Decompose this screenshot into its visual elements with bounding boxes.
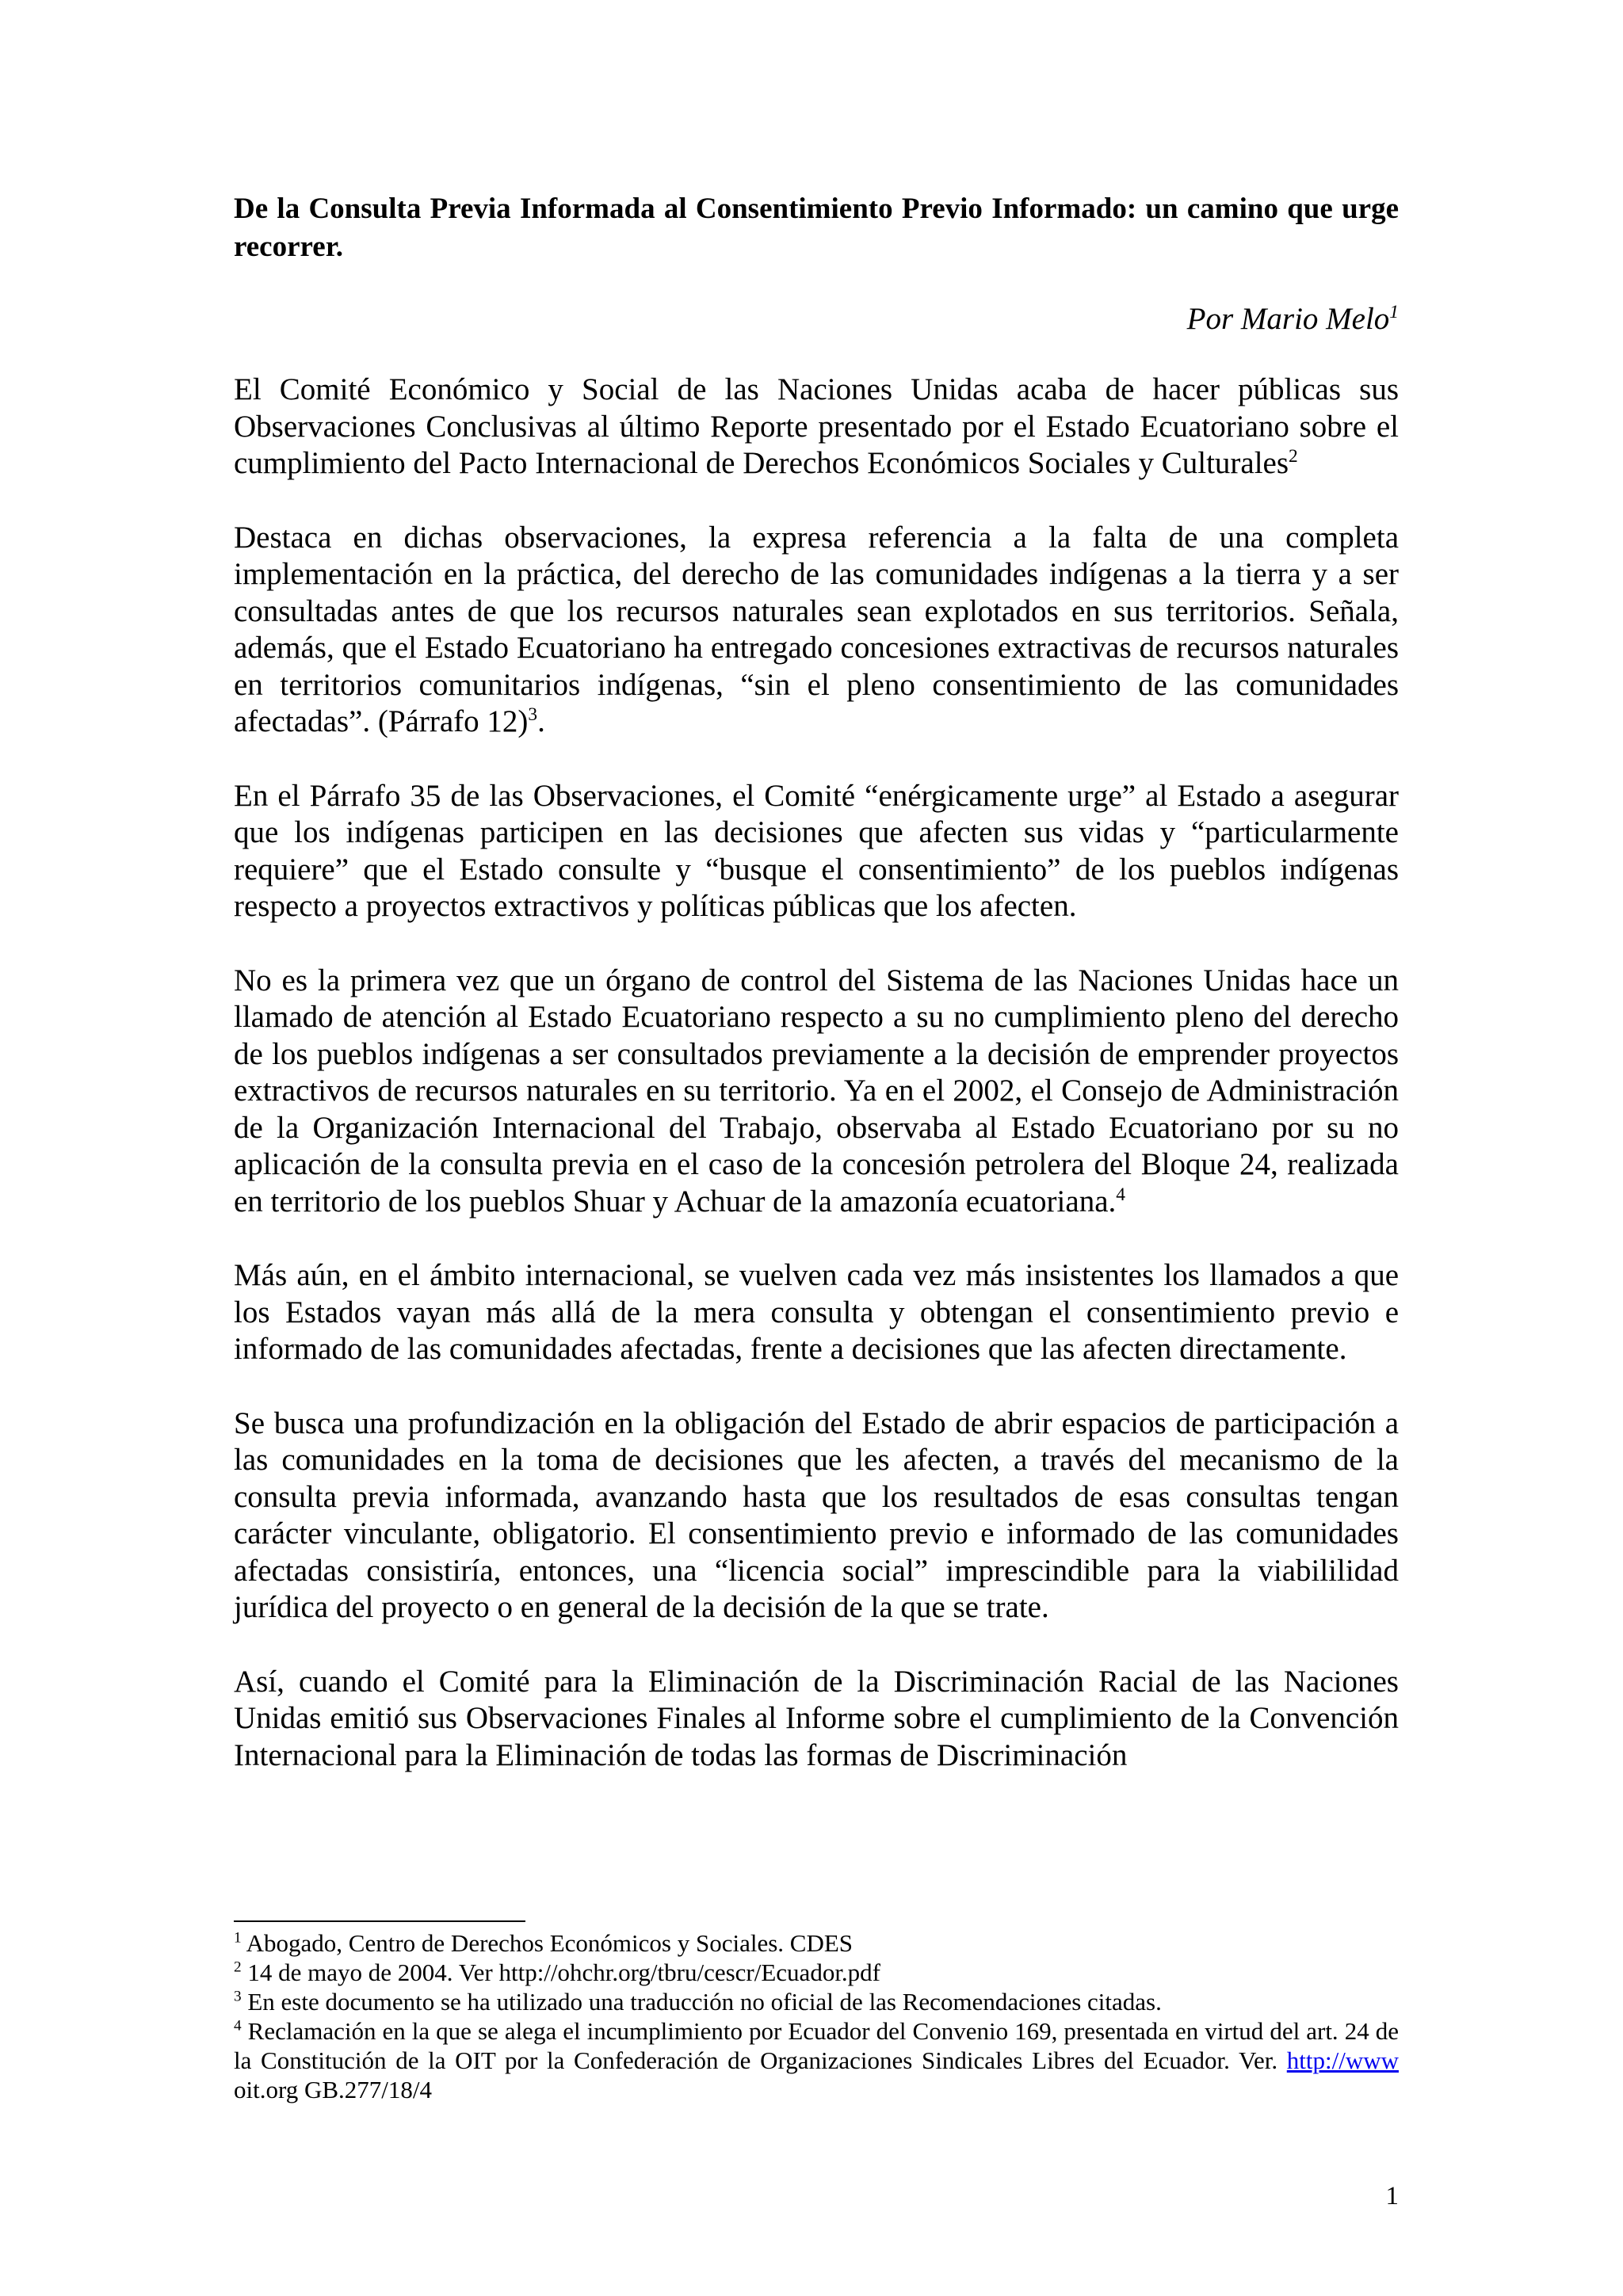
footnote-link[interactable]: http://www bbox=[1286, 2046, 1399, 2074]
paragraph-tail: . bbox=[537, 704, 545, 738]
paragraph-4 bbox=[234, 963, 1399, 1221]
footnote-4 bbox=[234, 2016, 1399, 2104]
paragraph-text: Se busca una profundización en la obligación del Estado de abrir espacios de participación a las comunidades en la toma de decisiones que les afecten, a través del mecanismo de la consulta previa informada, avanzando hasta que los resultados de esas consultas tengan carácter vinculante, obligatorio. El consentimiento previo e informado de las comunidades afectadas consistiría, entonces, una “licencia social” imprescindible para la viabililidad jurídica del proyecto o en general de la decisión de la que se trate. bbox=[234, 1405, 1399, 1624]
paragraph-text: Así, cuando el Comité para la Eliminación de la Discriminación Racial de las Naciones Unidas emitió sus Observaciones Finales al Informe sobre el cumplimiento de la Convención Internacional para la Eliminación de todas las formas de Discriminación bbox=[234, 1664, 1399, 1772]
paragraph-text: En el Párrafo 35 de las Observaciones, el Comité “enérgicamente urge” al Estado a asegurar que los indígenas participen en las decisiones que afecten sus vidas y “particularmente requiere” que el Estado consulte y “busque el consentimiento” de los pueblos indígenas respecto a proyectos extractivos y políticas públicas que los afecten. bbox=[234, 778, 1399, 923]
paragraph-text: Más aún, en el ámbito internacional, se vuelven cada vez más insistentes los llamados a que los Estados vayan más allá de la mera consulta y obtengan el consentimiento previo e informado de las comunidades afectadas, frente a decisiones que las afecten directamente. bbox=[234, 1258, 1399, 1366]
document-body bbox=[234, 190, 1399, 1774]
footnote-3 bbox=[234, 1987, 1399, 2016]
document-title: De la Consulta Previa Informada al Consentimiento Previo Informado: un camino que urge recorrer. bbox=[234, 193, 1399, 263]
footnote-number: 4 bbox=[234, 2017, 242, 2035]
footnote-text: Abogado, Centro de Derechos Económicos y Sociales. CDES bbox=[246, 1929, 854, 1957]
paragraph-6 bbox=[234, 1405, 1399, 1627]
footnote-text: En este documento se ha utilizado una traducción no oficial de las Recomendaciones citadas. bbox=[247, 1988, 1162, 2016]
footnote-2 bbox=[234, 1958, 1399, 1987]
paragraph-text: Destaca en dichas observaciones, la expresa referencia a la falta de una completa implementación en la práctica, del derecho de las comunidades indígenas a la tierra y a ser consultadas antes de que los recursos naturales sean explotados en sus territorios. Señala, además, que el Estado Ecuatoriano ha entregado concesiones extractivas de recursos naturales en territorios comunitarios indígenas, “sin el pleno consentimiento de las comunidades afectadas”. (Párrafo 12) bbox=[234, 520, 1399, 738]
footnote-ref-2[interactable]: 2 bbox=[1289, 446, 1298, 467]
footnote-text: Reclamación en la que se alega el incumplimiento por Ecuador del Convenio 169, presentada en virtud del art. 24 de la Constitución de la OIT por la Confederación de Organizaciones Sindicales Libres del Ecuador. Ver. bbox=[234, 2017, 1399, 2074]
footnote-separator bbox=[234, 1920, 525, 1922]
footnote-ref-1[interactable]: 1 bbox=[1389, 302, 1399, 322]
author-line bbox=[234, 300, 1399, 338]
footnote-number: 1 bbox=[234, 1929, 242, 1947]
footnote-number: 3 bbox=[234, 1988, 242, 2005]
footnote-ref-4[interactable]: 4 bbox=[1116, 1184, 1125, 1205]
footnote-text-rest: oit.org GB.277/18/4 bbox=[234, 2076, 433, 2103]
paragraph-3 bbox=[234, 778, 1399, 925]
footnote-text: 14 de mayo de 2004. Ver http://ohchr.org/tbru/cescr/Ecuador.pdf bbox=[247, 1958, 881, 1986]
paragraph-1 bbox=[234, 372, 1399, 482]
author-name: Por Mario Melo bbox=[1186, 302, 1390, 336]
paragraph-7 bbox=[234, 1664, 1399, 1775]
footnotes bbox=[234, 1928, 1399, 2104]
footnote-ref-3[interactable]: 3 bbox=[528, 704, 538, 725]
paragraph-text: No es la primera vez que un órgano de control del Sistema de las Naciones Unidas hace un llamado de atención al Estado Ecuatoriano respecto a su no cumplimiento pleno del derecho de los pueblos indígenas a ser consultados previamente a la decisión de emprender proyectos extractivos de recursos naturales en su territorio. Ya en el 2002, el Consejo de Administración de la Organización Internacional del Trabajo, observaba al Estado Ecuatoriano por su no aplicación de la consulta previa en el caso de la concesión petrolera del Bloque 24, realizada en territorio de los pueblos Shuar y Achuar de la amazonía ecuatoriana. bbox=[234, 963, 1399, 1219]
footnote-1 bbox=[234, 1928, 1399, 1958]
paragraph-text: El Comité Económico y Social de las Naciones Unidas acaba de hacer públicas sus Observaciones Conclusivas al último Reporte presentado por el Estado Ecuatoriano sobre el cumplimiento del Pacto Internacional de Derechos Económicos Sociales y Culturales bbox=[234, 372, 1399, 480]
page-number: 1 bbox=[1385, 2182, 1399, 2210]
footnote-number: 2 bbox=[234, 1958, 242, 1976]
paragraph-2 bbox=[234, 520, 1399, 741]
paragraph-5 bbox=[234, 1257, 1399, 1368]
